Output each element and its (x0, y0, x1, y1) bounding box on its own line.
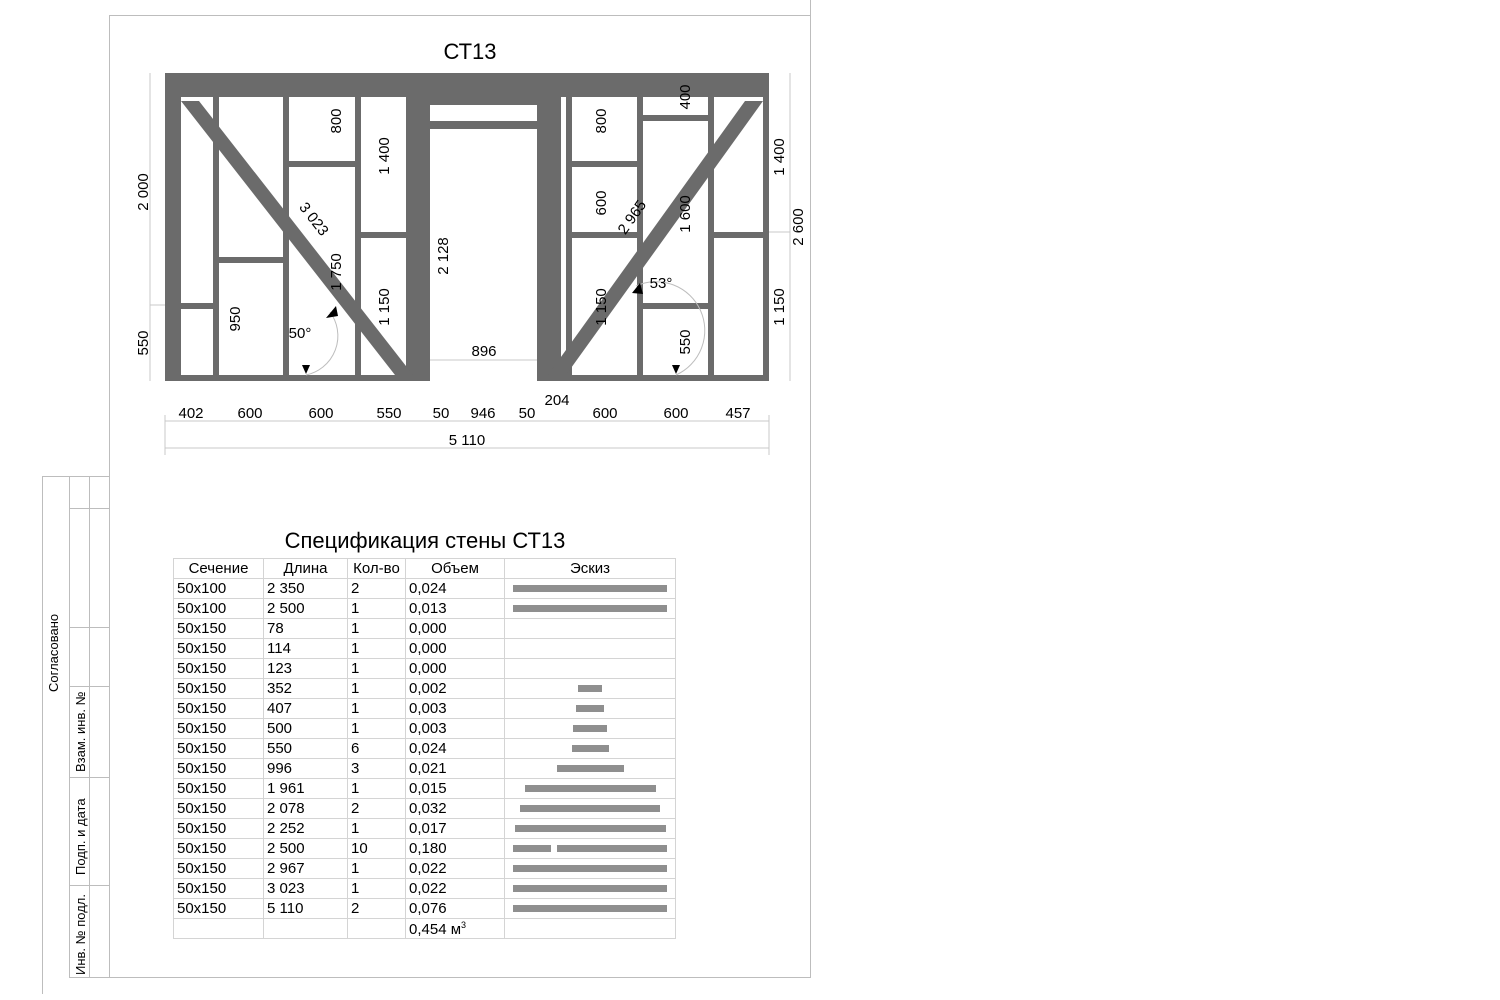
stud-r4 (708, 97, 714, 375)
bottom-dim-600-c: 600 (592, 405, 618, 422)
row-length: 5 110 (264, 899, 348, 919)
row-sketch (505, 739, 676, 759)
sketch-bar (513, 585, 667, 592)
stud-r3 (637, 97, 643, 375)
total-volume-value: 0,454 м (409, 920, 462, 938)
row-section: 50x150 (174, 759, 264, 779)
row-count: 1 (348, 599, 406, 619)
angle-arc-left (306, 312, 338, 375)
header-count: Кол-во (348, 559, 406, 579)
header-sketch: Эскиз (505, 559, 676, 579)
stamp-div-1 (69, 508, 110, 509)
stud-right-end (763, 97, 769, 375)
row-section: 50x150 (174, 739, 264, 759)
bottom-dim-50-b: 50 (518, 405, 536, 422)
sketch-bar (513, 885, 667, 892)
row-volume: 0,000 (406, 659, 505, 679)
angle-arrow-right-1 (672, 365, 680, 374)
row-length: 550 (264, 739, 348, 759)
row-volume: 0,024 (406, 739, 505, 759)
spec-row (174, 739, 676, 759)
row-sketch (505, 779, 676, 799)
bottom-plate-right (537, 375, 769, 381)
wall-frame-drawing (0, 0, 812, 470)
row-section: 50x150 (174, 619, 264, 639)
sketch-bar (572, 745, 609, 752)
row-length: 500 (264, 719, 348, 739)
row-count: 2 (348, 799, 406, 819)
row-count: 1 (348, 659, 406, 679)
spec-row (174, 679, 676, 699)
dim-3023: 3 023 (295, 199, 332, 240)
sketch-bar (513, 845, 523, 852)
sketch-bar (595, 725, 607, 732)
bottom-dim-600-a: 600 (237, 405, 263, 422)
row-volume: 0,003 (406, 699, 505, 719)
row-length: 114 (264, 639, 348, 659)
stud-r1 (537, 97, 561, 375)
row-sketch (505, 619, 676, 639)
bottom-dim-457: 457 (725, 405, 751, 422)
row-count: 1 (348, 679, 406, 699)
stamp-line-3 (89, 476, 90, 978)
dim-896: 896 (471, 343, 497, 360)
row-section: 50x150 (174, 719, 264, 739)
row-sketch (505, 719, 676, 739)
sketch-bar (513, 865, 667, 872)
stamp-field-sign-date: Подп. и дата (73, 798, 88, 875)
stamp-field-inv-number: Инв. № подл. (73, 894, 88, 975)
row-section: 50x150 (174, 679, 264, 699)
bottom-plate-left (165, 375, 430, 381)
row-count: 1 (348, 779, 406, 799)
row-sketch (505, 639, 676, 659)
spec-row (174, 859, 676, 879)
door-header (430, 97, 537, 105)
row-length: 2 350 (264, 579, 348, 599)
row-length: 352 (264, 679, 348, 699)
spec-row (174, 799, 676, 819)
row-volume: 0,000 (406, 639, 505, 659)
dim-1150-right: 1 150 (593, 288, 610, 326)
angle-arc-right (636, 282, 705, 375)
row-volume: 0,024 (406, 579, 505, 599)
row-volume: 0,032 (406, 799, 505, 819)
dimension-lines (150, 73, 790, 455)
bottom-dim-402: 402 (178, 405, 204, 422)
row-count: 1 (348, 859, 406, 879)
angle-50: 50° (288, 325, 312, 342)
row-count: 2 (348, 579, 406, 599)
spec-row (174, 699, 676, 719)
stud-left-end (165, 97, 181, 375)
spec-row (174, 659, 676, 679)
row-length: 2 500 (264, 839, 348, 859)
sketch-bar (523, 845, 551, 852)
dim-left-550: 550 (135, 330, 152, 356)
header-volume: Объем (406, 559, 505, 579)
row-volume: 0,002 (406, 679, 505, 699)
spec-title: Спецификация стены СТ13 (284, 528, 566, 553)
noggin-r1 (643, 115, 708, 121)
header-section: Сечение (174, 559, 264, 579)
row-length: 78 (264, 619, 348, 639)
stamp-div-2 (69, 627, 110, 628)
stamp-top-line (42, 476, 110, 477)
stud-l4 (355, 97, 361, 375)
row-length: 407 (264, 699, 348, 719)
row-count: 3 (348, 759, 406, 779)
row-length: 2 078 (264, 799, 348, 819)
total-sketch-cell (505, 919, 676, 939)
spec-body (174, 579, 676, 939)
row-count: 10 (348, 839, 406, 859)
row-volume: 0,017 (406, 819, 505, 839)
row-section: 50x150 (174, 659, 264, 679)
stud-l5 (406, 97, 430, 375)
row-sketch (505, 599, 676, 619)
sketch-bar (557, 765, 624, 772)
sketch-bar (513, 605, 667, 612)
row-volume: 0,022 (406, 859, 505, 879)
stamp-div-5 (69, 885, 110, 886)
spec-row (174, 759, 676, 779)
sketch-bar (513, 905, 667, 912)
bottom-dims (178, 405, 750, 422)
spec-row (174, 899, 676, 919)
row-volume: 0,003 (406, 719, 505, 739)
angle-arrow-left-2 (326, 306, 338, 318)
row-sketch (505, 579, 676, 599)
row-section: 50x150 (174, 819, 264, 839)
angle-53: 53° (649, 275, 673, 292)
dim-right-2600: 2 600 (790, 208, 807, 246)
stamp-field-replace: Взам. инв. № (73, 691, 88, 772)
row-sketch (505, 819, 676, 839)
dim-550-right: 550 (677, 329, 694, 355)
total-empty-cell (264, 919, 348, 939)
row-count: 1 (348, 719, 406, 739)
dim-2965: 2 965 (614, 197, 651, 238)
row-volume: 0,021 (406, 759, 505, 779)
row-sketch (505, 759, 676, 779)
stamp-inner-line (69, 476, 70, 978)
bottom-dim-600-b: 600 (308, 405, 334, 422)
noggin-l3 (289, 161, 355, 167)
row-length: 2 967 (264, 859, 348, 879)
dim-950: 950 (227, 306, 244, 332)
row-section: 50x150 (174, 699, 264, 719)
sketch-bar (576, 705, 604, 712)
spec-row (174, 879, 676, 899)
spec-header-row (174, 559, 676, 579)
row-section: 50x150 (174, 839, 264, 859)
row-volume: 0,180 (406, 839, 505, 859)
row-section: 50x150 (174, 899, 264, 919)
spec-row (174, 819, 676, 839)
total-empty-cell (348, 919, 406, 939)
row-count: 1 (348, 819, 406, 839)
row-section: 50x150 (174, 859, 264, 879)
row-count: 1 (348, 879, 406, 899)
row-section: 50x150 (174, 639, 264, 659)
spec-row (174, 579, 676, 599)
noggin-r4 (714, 232, 763, 238)
dim-1750: 1 750 (328, 253, 345, 291)
dim-total-width: 5 110 (448, 432, 486, 449)
row-section: 50x150 (174, 879, 264, 899)
row-length: 3 023 (264, 879, 348, 899)
total-volume (406, 919, 505, 939)
row-length: 2 252 (264, 819, 348, 839)
row-count: 1 (348, 639, 406, 659)
header-length: Длина (264, 559, 348, 579)
stamp-div-3 (69, 686, 110, 687)
row-volume: 0,000 (406, 619, 505, 639)
row-length: 123 (264, 659, 348, 679)
wall-title: СТ13 (443, 39, 497, 64)
dim-1400-left: 1 400 (376, 137, 393, 175)
agreed-label: Согласовано (46, 613, 61, 692)
spec-row (174, 839, 676, 859)
dim-1600: 1 600 (677, 195, 694, 233)
total-volume-unit-power: 3 (461, 919, 467, 930)
row-volume: 0,022 (406, 879, 505, 899)
row-section: 50x150 (174, 799, 264, 819)
row-count: 1 (348, 699, 406, 719)
stamp-div-4 (69, 777, 110, 778)
dim-800-right: 800 (593, 108, 610, 134)
row-sketch (505, 679, 676, 699)
row-sketch (505, 859, 676, 879)
row-sketch (505, 899, 676, 919)
noggin-l2 (219, 257, 283, 263)
sketch-bar (578, 685, 602, 692)
spec-row (174, 599, 676, 619)
row-section: 50x150 (174, 779, 264, 799)
row-volume: 0,013 (406, 599, 505, 619)
row-sketch (505, 799, 676, 819)
row-section: 50x100 (174, 599, 264, 619)
row-volume: 0,015 (406, 779, 505, 799)
dim-800-left: 800 (328, 108, 345, 134)
row-count: 6 (348, 739, 406, 759)
row-sketch (505, 659, 676, 679)
row-section: 50x100 (174, 579, 264, 599)
spec-row (174, 779, 676, 799)
row-length: 996 (264, 759, 348, 779)
row-count: 1 (348, 619, 406, 639)
row-sketch (505, 839, 676, 859)
spec-total-row (174, 919, 676, 939)
row-length: 2 500 (264, 599, 348, 619)
sketch-bar (520, 805, 660, 812)
row-count: 2 (348, 899, 406, 919)
bottom-dim-946: 946 (470, 405, 496, 422)
dim-right-1400: 1 400 (771, 138, 788, 176)
row-volume: 0,076 (406, 899, 505, 919)
door-header-2 (430, 121, 537, 129)
dim-400: 400 (677, 84, 694, 110)
dim-1150-left: 1 150 (376, 288, 393, 326)
row-sketch (505, 879, 676, 899)
angle-arrow-left-1 (302, 365, 310, 374)
sketch-bar (515, 825, 666, 832)
dim-2128: 2 128 (435, 237, 452, 275)
noggin-l1 (181, 303, 213, 309)
spec-table (173, 558, 676, 939)
sketch-bar (525, 785, 656, 792)
spec-row (174, 639, 676, 659)
dim-204: 204 (544, 392, 570, 409)
sketch-bar (557, 845, 667, 852)
sheet-bottom-border (69, 977, 811, 978)
dim-right-1150: 1 150 (771, 288, 788, 326)
dim-left-2000: 2 000 (135, 173, 152, 211)
stud-r2 (566, 97, 572, 375)
noggin-l4 (361, 232, 406, 238)
spec-row (174, 619, 676, 639)
row-length: 1 961 (264, 779, 348, 799)
dim-600-right: 600 (593, 190, 610, 216)
total-empty-cell (174, 919, 264, 939)
stamp-outer-line (42, 476, 43, 994)
bottom-dim-550: 550 (376, 405, 402, 422)
noggin-r2 (572, 161, 637, 167)
bottom-dim-600-d: 600 (663, 405, 689, 422)
bottom-dim-50-a: 50 (432, 405, 450, 422)
spec-row (174, 719, 676, 739)
row-sketch (505, 699, 676, 719)
